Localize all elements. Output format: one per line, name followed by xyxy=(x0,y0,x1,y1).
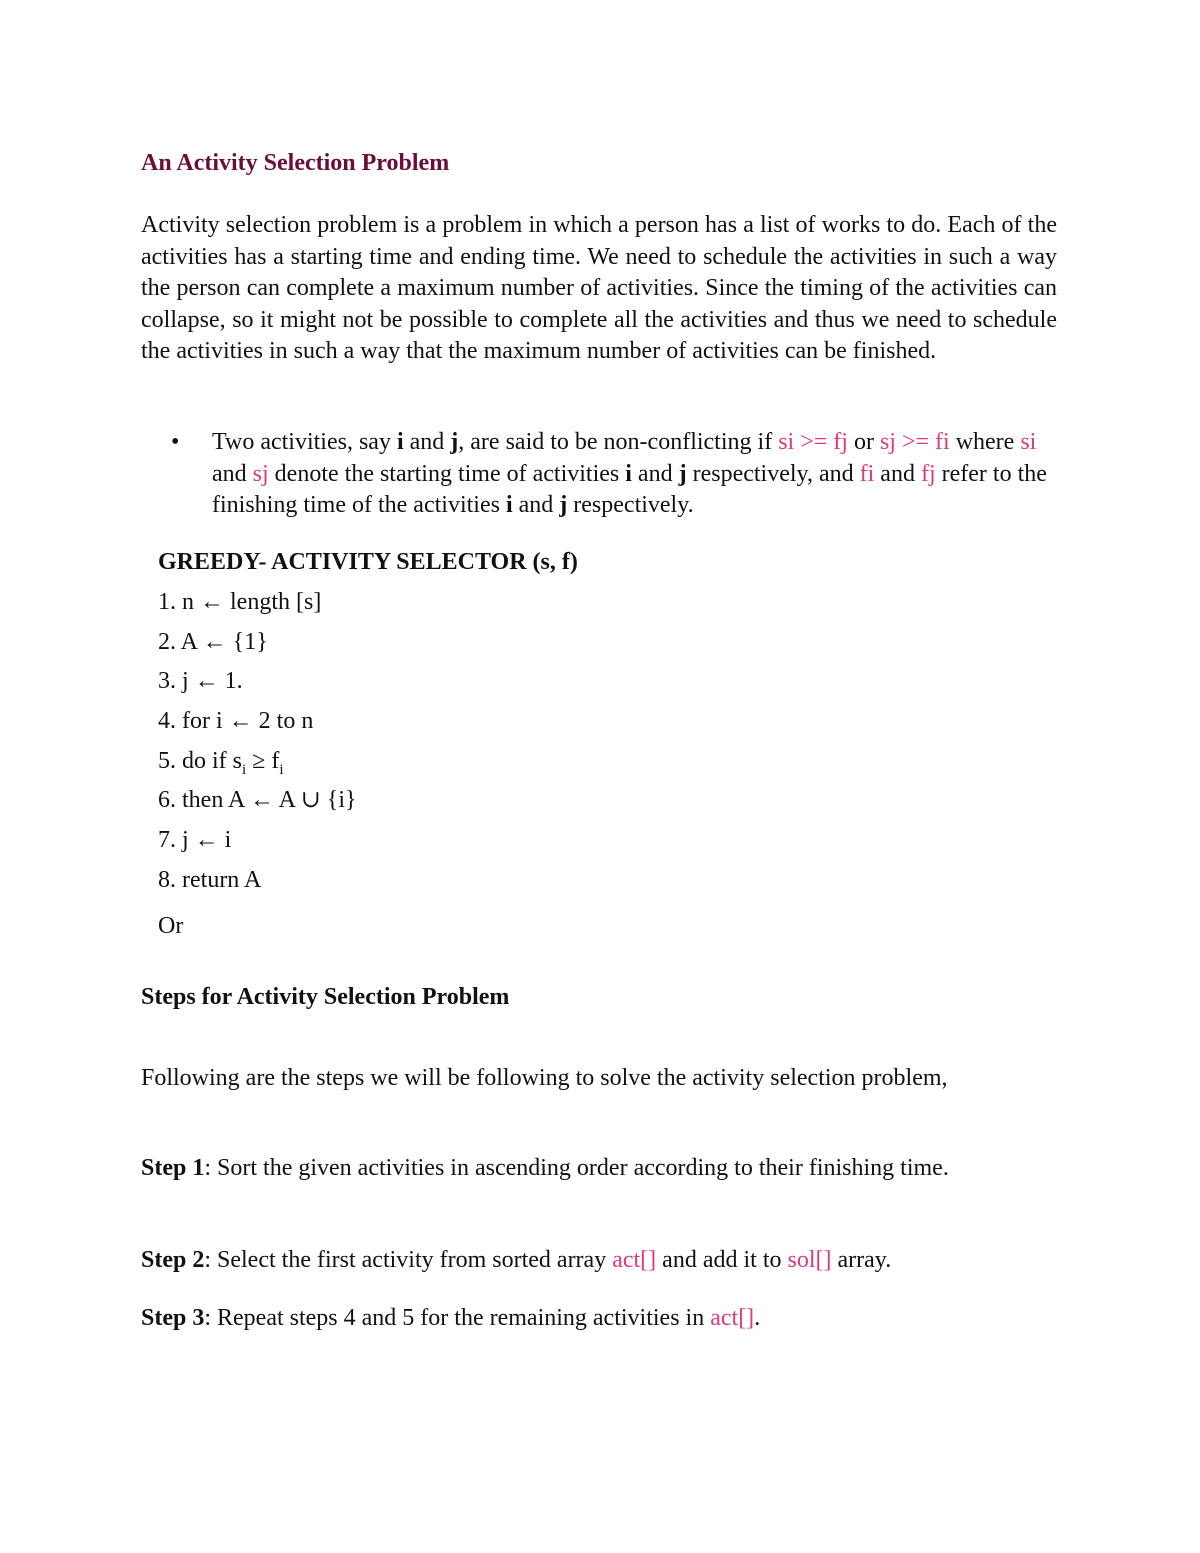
algorithm-line: 8. return A xyxy=(158,866,262,893)
array-act-highlight: act[] xyxy=(612,1247,657,1273)
bullet-text-part: , are said to be non-conflicting if xyxy=(458,429,779,455)
algorithm-line-text: 5. do if s xyxy=(158,747,242,774)
step-text: array. xyxy=(831,1247,892,1273)
var-i: i xyxy=(625,460,632,487)
condition-highlight: sj >= fi xyxy=(879,429,950,455)
condition-highlight: si >= fj xyxy=(778,429,848,455)
bullet-text-part: respectively, and xyxy=(686,460,860,487)
var-j: j xyxy=(559,492,568,518)
bullet-text-part: or xyxy=(847,429,880,455)
bullet-text-part: and xyxy=(874,460,921,487)
step-text: and add it to xyxy=(656,1247,788,1273)
subscript: i xyxy=(279,761,284,778)
bullet-text-part: and xyxy=(631,460,679,487)
algorithm-line: 6. then A ← A ∪ {i} xyxy=(158,787,357,814)
step-label: Step 3 xyxy=(141,1305,205,1331)
var-highlight: sj xyxy=(252,460,269,487)
step-label: Step 2 xyxy=(141,1247,205,1273)
array-act-highlight: act[] xyxy=(710,1305,755,1331)
array-sol-highlight: sol[] xyxy=(787,1247,832,1273)
var-j: j xyxy=(678,460,687,487)
intro-paragraph: Activity selection problem is a problem in which a person has a list of works to do. Each of the activities has a starting time and ending time. We need to schedule the activities in such a way the person can complete a maximum number of activities. Since the timing of the activities can collapse, so it might not be possible to complete all the activities and thus we need to schedule the activities in such a way that the maximum number of activities can be finished. xyxy=(141,212,1057,364)
bullet-text-part: and xyxy=(512,492,560,518)
algorithm-title: GREEDY- ACTIVITY SELECTOR (s, f) xyxy=(158,549,578,575)
var-highlight: fi xyxy=(859,460,875,487)
algorithm-line: 3. j ← 1. xyxy=(158,668,243,695)
algorithm-or: Or xyxy=(158,912,184,939)
step-3 xyxy=(141,1302,1041,1334)
subscript: i xyxy=(242,761,247,778)
bullet-text-part: Two activities, say xyxy=(212,429,397,455)
algorithm-line: 4. for i ← 2 to n xyxy=(158,708,314,735)
var-i: i xyxy=(396,429,404,455)
step-text: : Select the first activity from sorted array xyxy=(204,1247,613,1273)
step-label: Step 1 xyxy=(141,1155,205,1181)
step-1 xyxy=(141,1152,1041,1184)
algorithm-line: 7. j ← i xyxy=(158,827,232,854)
steps-heading: Steps for Activity Selection Problem xyxy=(141,984,510,1010)
algorithm-block xyxy=(158,545,578,943)
bullet-text-part: denote the starting time of activities xyxy=(268,460,626,487)
algorithm-line xyxy=(158,744,578,784)
var-i: i xyxy=(505,492,513,518)
bullet-text xyxy=(212,427,1057,522)
step-2 xyxy=(141,1244,1041,1276)
bullet-text-part: and xyxy=(403,429,451,455)
page-title: An Activity Selection Problem xyxy=(141,150,450,176)
bullet-text-part: and xyxy=(212,460,253,487)
steps-intro: Following are the steps we will be following to solve the activity selection problem, xyxy=(141,1065,948,1091)
bullet-item xyxy=(141,427,1057,522)
bullet-dot-icon: • xyxy=(171,429,180,455)
bullet-text-part: where xyxy=(949,429,1021,455)
algorithm-line-text: ≥ f xyxy=(246,747,280,774)
var-highlight: fj xyxy=(920,460,936,487)
step-text: . xyxy=(754,1305,761,1331)
bullet-text-part: respectively. xyxy=(567,492,694,518)
bullet-text-part: refer to the finishing time of the activities xyxy=(212,460,1047,518)
step-text: : Sort the given activities in ascending order according to their finishing time. xyxy=(204,1155,949,1181)
var-highlight: si xyxy=(1020,429,1037,455)
var-j: j xyxy=(450,429,459,455)
algorithm-line: 2. A ← {1} xyxy=(158,628,268,655)
algorithm-line: 1. n ← length [s] xyxy=(158,589,322,615)
step-text: : Repeat steps 4 and 5 for the remaining activities in xyxy=(204,1305,711,1331)
